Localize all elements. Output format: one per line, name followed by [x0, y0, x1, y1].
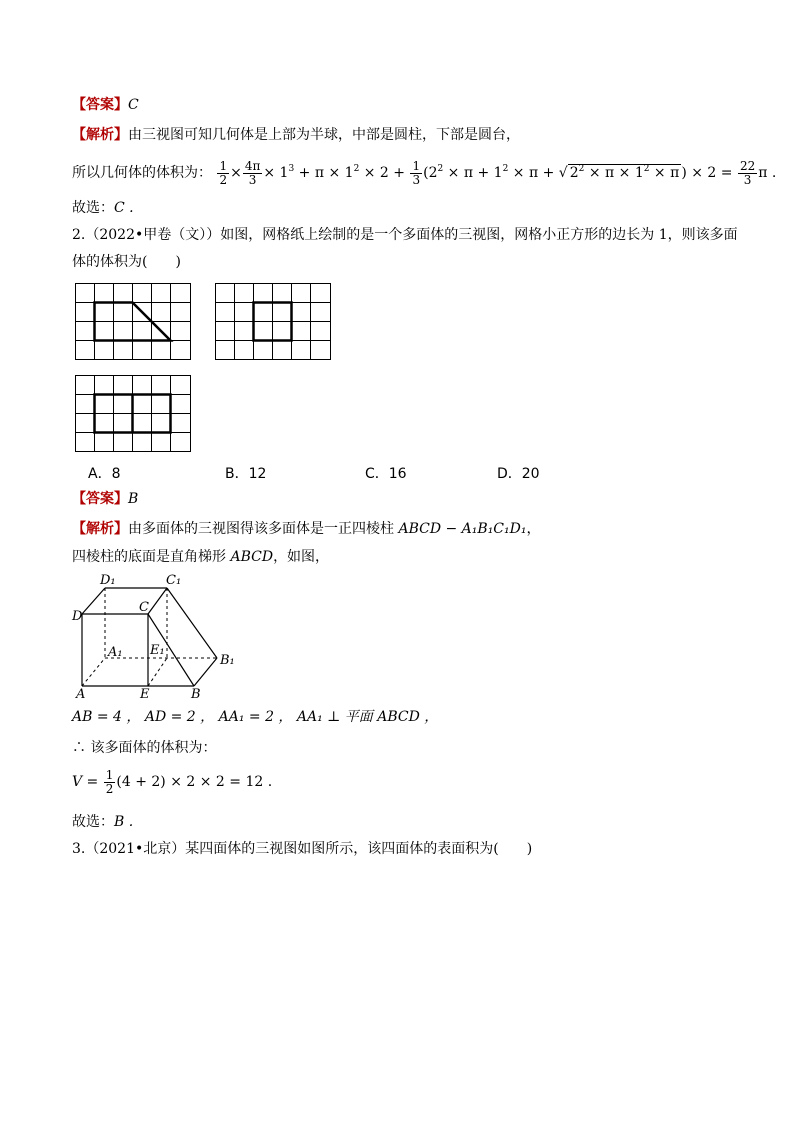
- front-view-grid: [75, 283, 193, 361]
- answer-tag: 【答案】: [72, 97, 128, 113]
- label-b: B: [191, 687, 201, 702]
- q2-stem-line2: 体的体积为( ): [72, 254, 181, 270]
- q2-conditions: AB = 4 ， AD = 2 ， AA₁ = 2 ， AA₁ ⊥ 平面 ABCD ，: [72, 709, 439, 725]
- q2-volume: V = $\frac{1}{2}$ (4 + 2) × 2 × 2 = 12 .: [72, 767, 273, 796]
- label-a1: A₁: [108, 645, 123, 660]
- top-view-grid: [75, 375, 193, 453]
- q2-stem-line1: 2.（2022•甲卷（文））如图，网格纸上绘制的是一个多面体的三视图，网格小正方形的边长为 1，则该多面: [72, 227, 738, 243]
- label-b1: B₁: [220, 653, 235, 668]
- label-c1: C₁: [166, 573, 182, 588]
- label-c: C: [139, 600, 149, 615]
- analysis-text: 由三视图可知几何体是上部为半球，中部是圆柱，下部是圆台，: [128, 127, 520, 143]
- option-a[interactable]: A．8: [88, 466, 121, 482]
- label-d: D: [72, 609, 83, 624]
- q2-base-line: 四棱柱的底面是直角梯形 ABCD，如图，: [72, 549, 330, 565]
- prism-diagram: [70, 570, 240, 702]
- analysis-tag: 【解析】: [72, 127, 128, 143]
- label-d1: D₁: [100, 573, 116, 588]
- sqrt-radicand: $2^2 \times \pi \times 1^2 \times \pi$: [569, 164, 680, 181]
- answer-value: C: [128, 97, 139, 113]
- q2-therefore: ∴ 该多面体的体积为：: [72, 740, 217, 756]
- q1-choice-line: 故选：C .: [72, 200, 134, 216]
- formula-prefix: 所以几何体的体积为：: [72, 165, 212, 181]
- option-d[interactable]: D．20: [497, 466, 540, 482]
- label-a: A: [76, 687, 86, 702]
- label-e1: E₁: [150, 643, 165, 658]
- q2-choice-line: 故选：B .: [72, 814, 134, 830]
- label-e: E: [140, 687, 150, 702]
- prism-name: ABCD − A₁B₁C₁D₁: [398, 521, 527, 537]
- q1-formula-line: 所以几何体的体积为： $\frac{1}{2}$ × $\frac{4\pi}{3}$ × $1^3 + \pi \times 1^2 \times 2$ + $\frac{1}{3}$ ($2^2 \times \pi + 1^2 \times \pi$ + √ $2^2 \times \pi \times 1^2 \times \pi$ ) × 2 = $\frac{22}{3}$ π .: [72, 158, 777, 187]
- q2-analysis-line: 【解析】由多面体的三视图得该多面体是一正四棱柱 ABCD − A₁B₁C₁D₁，: [72, 521, 541, 537]
- q1-answer-line: [72, 96, 139, 114]
- sqrt-sign: √: [558, 165, 568, 181]
- option-b[interactable]: B．12: [225, 466, 267, 482]
- fraction: $\frac{22}{3}$: [739, 158, 756, 187]
- side-view-grid: [215, 283, 333, 361]
- fraction: $\frac{1}{3}$: [412, 158, 421, 187]
- fraction: $\frac{1}{2}$: [105, 767, 114, 796]
- option-c[interactable]: C．16: [365, 466, 407, 482]
- q1-analysis-line: [72, 126, 520, 144]
- q3-stem: 3.（2021•北京）某四面体的三视图如图所示，该四面体的表面积为( ): [72, 841, 533, 857]
- fraction: $\frac{4\pi}{3}$: [244, 158, 261, 187]
- q2-answer-line: 【答案】B: [72, 491, 139, 507]
- fraction: $\frac{1}{2}$: [219, 158, 228, 187]
